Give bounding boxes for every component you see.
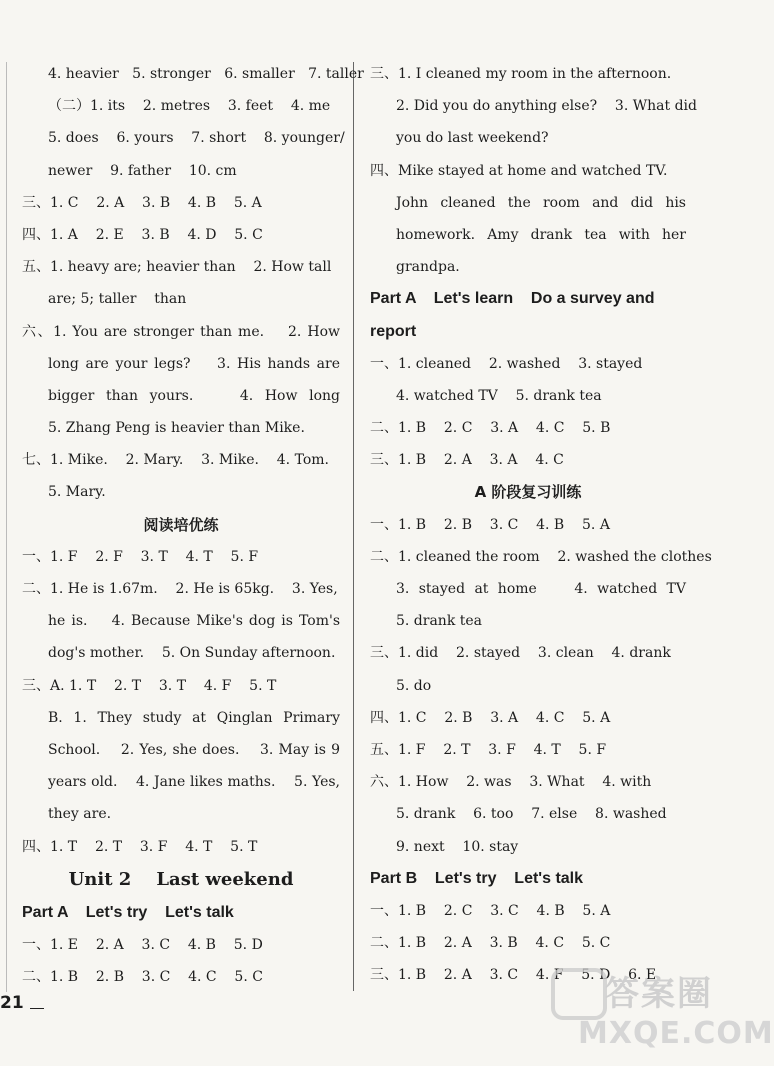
answer-line: 二、1. B 2. C 3. A 4. C 5. B — [370, 420, 611, 437]
unit-heading: Unit 2 Last weekend — [68, 868, 294, 890]
answer-line: grandpa. — [396, 259, 460, 276]
answer-line: you do last weekend? — [396, 130, 549, 147]
answer-line: 三、1. did 2. stayed 3. clean 4. drank — [370, 645, 671, 662]
answer-line: dog's mother. 5. On Sunday afternoon. — [48, 645, 336, 662]
watermark-cn: 答案圈 — [605, 974, 713, 1014]
answer-line: 四、1. T 2. T 3. F 4. T 5. T — [22, 838, 258, 855]
page-number-dash — [30, 1008, 44, 1009]
answer-line: 三、A. 1. T 2. T 3. T 4. F 5. T — [22, 677, 277, 694]
answer-line: 四、Mike stayed at home and watched TV. — [370, 162, 668, 179]
answer-line: long are your legs? 3. His hands are — [48, 355, 340, 372]
answer-line: 四、1. C 2. B 3. A 4. C 5. A — [370, 709, 611, 726]
section-heading: A 阶段复习训练 — [474, 483, 582, 502]
answer-line: B. 1. They study at Qinglan Primary — [48, 709, 340, 726]
answer-line: 2. Did you do anything else? 3. What did — [396, 98, 697, 115]
answer-line: homework. Amy drank tea with her — [396, 226, 686, 243]
answer-line: 4. heavier 5. stronger 6. smaller 7. taller — [48, 66, 364, 82]
answer-line: 二、1. He is 1.67m. 2. He is 65kg. 3. Yes, — [22, 581, 338, 597]
answer-line: 5. does 6. yours 7. short 8. younger/ — [48, 130, 345, 147]
answer-line: 9. next 10. stay — [396, 838, 519, 855]
watermark-logo-icon — [551, 968, 607, 1020]
answer-line: John cleaned the room and did his — [396, 194, 686, 211]
answer-line: 二、1. B 2. B 3. C 4. C 5. C — [22, 969, 263, 986]
binding-edge-line — [6, 62, 7, 992]
answer-line: 三、1. B 2. A 3. C 4. F 5. D 6. E — [370, 967, 657, 984]
answer-line: 一、1. cleaned 2. washed 3. stayed — [370, 355, 643, 372]
answer-line: 五、1. F 2. T 3. F 4. T 5. F — [370, 741, 607, 758]
left-column — [22, 58, 364, 993]
answer-line: 二、1. cleaned the room 2. washed the clothes — [370, 548, 712, 565]
answer-line: 四、1. A 2. E 3. B 4. D 5. C — [22, 226, 263, 243]
part-heading: Part B Let's try Let's talk — [370, 869, 584, 887]
answer-line: 5. do — [396, 677, 432, 694]
answer-line: 三、1. B 2. A 3. A 4. C — [370, 452, 564, 469]
answer-line: 五、1. heavy are; heavier than 2. How tall — [22, 259, 332, 276]
section-heading: 阅读培优练 — [143, 515, 219, 534]
part-heading: Part A Let's try Let's talk — [22, 903, 234, 921]
answer-line: School. 2. Yes, she does. 3. May is 9 — [48, 741, 340, 758]
answer-line: 一、1. E 2. A 3. C 4. B 5. D — [22, 936, 263, 953]
answer-line: newer 9. father 10. cm — [48, 162, 237, 179]
answer-line: bigger than yours. 4. How long — [48, 387, 340, 404]
part-heading: Part A Let's learn Do a survey and — [370, 290, 655, 308]
answer-line: 5. Zhang Peng is heavier than Mike. — [48, 420, 305, 437]
answer-line: 一、1. B 2. B 3. C 4. B 5. A — [370, 516, 610, 533]
watermark-url: MXQE.COM — [578, 1016, 774, 1051]
answer-line: 5. Mary. — [48, 484, 106, 501]
column-divider — [353, 62, 354, 991]
answer-line: 一、1. F 2. F 3. T 4. T 5. F — [22, 548, 259, 565]
right-column — [370, 58, 712, 991]
answer-line: 七、1. Mike. 2. Mary. 3. Mike. 4. Tom. — [22, 452, 329, 469]
answer-line: 3. stayed at home 4. watched TV — [396, 581, 686, 597]
answer-line: they are. — [48, 806, 112, 823]
answer-line: 三、1. C 2. A 3. B 4. B 5. A — [22, 194, 262, 211]
answer-line: （二）1. its 2. metres 3. feet 4. me — [48, 98, 331, 115]
answer-line: 六、1. How 2. was 3. What 4. with — [370, 774, 652, 791]
answer-line: 5. drank 6. too 7. else 8. washed — [396, 806, 667, 823]
answer-line: he is. 4. Because Mike's dog is Tom's — [48, 613, 340, 630]
answer-line: 六、1. You are stronger than me. 2. How — [22, 323, 340, 340]
answer-line: 一、1. B 2. C 3. C 4. B 5. A — [370, 902, 611, 919]
answer-line: 4. watched TV 5. drank tea — [396, 387, 602, 404]
answer-line: 三、1. I cleaned my room in the afternoon. — [370, 66, 672, 82]
answer-line: 5. drank tea — [396, 613, 483, 630]
answer-line: years old. 4. Jane likes maths. 5. Yes, — [48, 774, 340, 791]
answer-line: are; 5; taller than — [48, 291, 187, 308]
page-number: 21 — [0, 993, 24, 1013]
answer-line: 二、1. B 2. A 3. B 4. C 5. C — [370, 935, 611, 952]
part-heading: report — [370, 322, 417, 340]
